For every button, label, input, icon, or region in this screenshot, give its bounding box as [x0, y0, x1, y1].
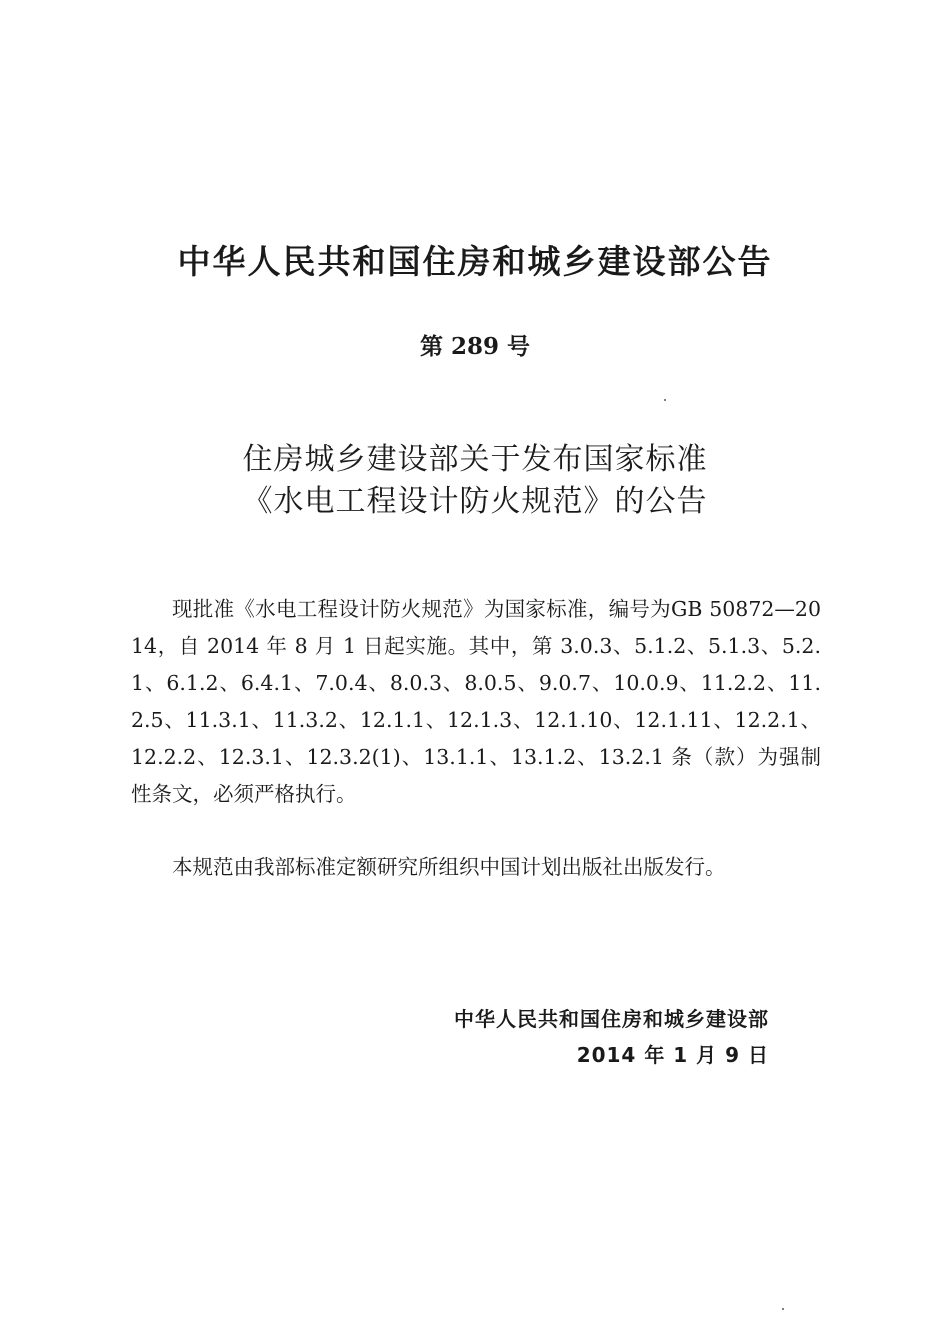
scan-speck [664, 399, 666, 401]
announcement-title: 中华人民共和国住房和城乡建设部公告 [177, 242, 773, 281]
subtitle-line-2: 《水电工程设计防火规范》的公告 [242, 484, 708, 519]
body-paragraph-2: 本规范由我部标准定额研究所组织中国计划出版社出版发行。 [172, 855, 726, 879]
signature-organization: 中华人民共和国住房和城乡建设部 [454, 1007, 769, 1031]
body-paragraph-1: 现批准《水电工程设计防火规范》为国家标准，编号为GB 50872—2014，自 2014 年 8 月 1 日起实施。其中，第 3.0.3、5.1.2、5.1.3、5.2.1、6.1.2、6.4.1、7.0.4、8.0.3、8.0.5、9.0.7、10.0.9、11.2.2、11.2.5、11.3.1、11.3.2、12.1.1、12.1.3、12.1.10、12.1.11、12.2.1、12.2.2、12.3.1、12.3.2(1)、13.1.1、13.1.2、13.2.1 条（款）为强制性条文，必须严格执行。 [131, 597, 821, 806]
scan-speck [782, 1308, 784, 1310]
announcement-number: 第 289 号 [419, 333, 531, 360]
signature-date: 2014 年 1 月 9 日 [576, 1043, 769, 1067]
subtitle-line-1: 住房城乡建设部关于发布国家标准 [242, 442, 708, 477]
